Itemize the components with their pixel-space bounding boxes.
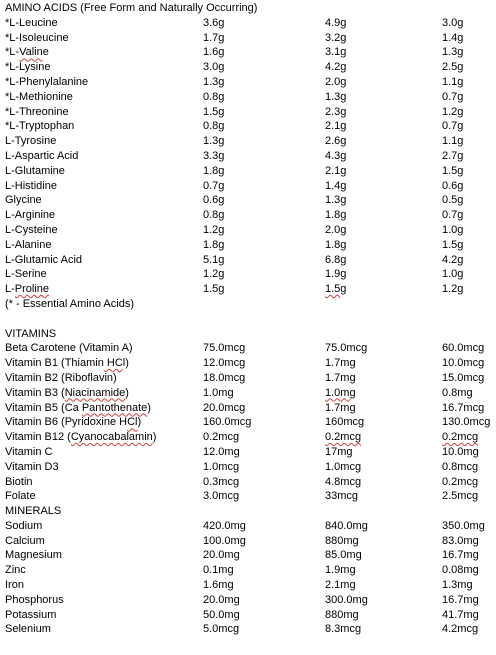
amount-col-1: 20.0mcg <box>203 401 246 414</box>
amount-col-1: 3.0mcg <box>203 490 240 503</box>
amount-col-1: 12.0mg <box>203 445 240 458</box>
amount-col-1: 100.0mg <box>203 534 246 547</box>
amount-col-1: 3.0g <box>203 61 225 74</box>
amount-col-3: 10.0mcg <box>442 357 485 370</box>
amount-col-1: 1.2g <box>203 268 225 281</box>
amount-col-2: 3.1g <box>325 46 347 59</box>
amino-acid-row <box>5 119 493 134</box>
amount-col-1: 18.0mcg <box>203 371 246 384</box>
amount-col-2: 1.3g <box>325 194 347 207</box>
nutrient-name: *L-Leucine <box>5 16 58 29</box>
amount-col-3: 2.5mcg <box>442 490 479 503</box>
nutrient-name: *L-Phenylalanine <box>5 75 89 88</box>
amino-acid-row <box>5 208 493 223</box>
amount-col-3: 130.0mcg <box>442 416 491 429</box>
nutrient-name: *L-Tryptophan <box>5 120 75 133</box>
nutrient-name: *L-Lysine <box>5 61 51 74</box>
amount-col-3: 16.7mg <box>442 593 479 606</box>
amount-col-1: 1.8g <box>203 238 225 251</box>
nutrient-name: *L-Isoleucine <box>5 31 69 44</box>
nutrient-name: Phosphorus <box>5 593 64 606</box>
amino-acid-row <box>5 134 493 149</box>
amount-col-1: 0.1mg <box>203 564 234 577</box>
amount-col-3: 350.0mg <box>442 519 485 532</box>
amount-col-2: 1.0mcg <box>325 460 362 473</box>
spellcheck-underline: Cyanocabalamin <box>70 431 153 444</box>
amount-col-2: 33mcg <box>325 490 359 503</box>
spellcheck-underline: Valin <box>19 46 43 59</box>
amount-col-1: 1.5g <box>203 105 225 118</box>
spellcheck-underline: 1.5 <box>325 283 341 296</box>
amount-col-2: 17mg <box>325 445 353 458</box>
vitamin-row <box>5 475 493 490</box>
amount-col-3: 0.7g <box>442 90 464 103</box>
amount-col-1: 3.6g <box>203 16 225 29</box>
amount-col-2: 4.8mcg <box>325 475 362 488</box>
amount-col-2: 1.7mg <box>325 401 356 414</box>
amount-col-1: 5.1g <box>203 253 225 266</box>
amount-col-2: 2.1g <box>325 164 347 177</box>
amino-acid-row <box>5 253 493 268</box>
amino-acid-row <box>5 179 493 194</box>
amount-col-2: 2.0g <box>325 75 347 88</box>
nutrient-name: L-Glutamine <box>5 164 65 177</box>
amount-col-1: 1.8g <box>203 164 225 177</box>
amino-acid-row <box>5 267 493 282</box>
amount-col-1: 0.7g <box>203 179 225 192</box>
nutrient-name: Vitamin B5 (Ca Pantothenate) <box>5 401 151 414</box>
amount-col-2: 2.3g <box>325 105 347 118</box>
minerals-header: MINERALS <box>5 505 62 518</box>
spellcheck-underline: Pantothenate <box>81 401 148 414</box>
nutrient-name: L-Cysteine <box>5 223 58 236</box>
amount-col-3: 4.2g <box>442 253 464 266</box>
amount-col-3: 0.8mg <box>442 386 473 399</box>
amount-col-2: 6.8g <box>325 253 347 266</box>
nutrient-name: Potassium <box>5 608 57 621</box>
amount-col-1: 75.0mcg <box>203 342 246 355</box>
nutrient-name: Vitamin B1 (Thiamin HCl) <box>5 357 129 370</box>
amount-col-2: 1.5g <box>325 283 347 296</box>
nutrient-name: Vitamin B3 (Niacinamide) <box>5 386 129 399</box>
amount-col-1: 160.0mcg <box>203 416 252 429</box>
nutrient-name: Beta Carotene (Vitamin A) <box>5 342 133 355</box>
amount-col-3: 3.0g <box>442 16 464 29</box>
amount-col-3: 1.1g <box>442 75 464 88</box>
vitamin-row <box>5 489 493 504</box>
vitamin-row <box>5 460 493 475</box>
amount-col-1: 420.0mg <box>203 519 246 532</box>
amount-col-3: 10.0mg <box>442 445 479 458</box>
amount-col-2: 1.8g <box>325 238 347 251</box>
amount-col-1: 1.5g <box>203 283 225 296</box>
amino-acid-row <box>5 60 493 75</box>
amount-col-1: 1.3g <box>203 135 225 148</box>
amount-col-3: 1.1g <box>442 135 464 148</box>
nutrient-name: Vitamin B2 (Riboflavin) <box>5 371 117 384</box>
nutrient-name: L-Arginine <box>5 209 56 222</box>
amount-col-3: 0.6g <box>442 179 464 192</box>
nutrient-name: Magnesium <box>5 549 62 562</box>
amount-col-2: 160mcg <box>325 416 365 429</box>
amount-col-1: 0.6g <box>203 194 225 207</box>
amino-acid-row <box>5 238 493 253</box>
nutrient-name: Vitamin D3 <box>5 460 59 473</box>
amino-acid-row <box>5 149 493 164</box>
mineral-row <box>5 534 493 549</box>
nutrient-name: Calcium <box>5 534 45 547</box>
amount-col-2: 4.3g <box>325 149 347 162</box>
amino-acid-row <box>5 193 493 208</box>
vitamin-row <box>5 415 493 430</box>
vitamins-table <box>5 341 493 504</box>
amount-col-1: 1.3g <box>203 75 225 88</box>
spellcheck-underline: 0.2mcg <box>442 431 479 444</box>
amount-col-3: 1.3g <box>442 46 464 59</box>
amount-col-2: 1.9mg <box>325 564 356 577</box>
nutrient-name: L-Tyrosine <box>5 135 57 148</box>
amino-acid-row <box>5 164 493 179</box>
amount-col-2: 1.7mg <box>325 371 356 384</box>
amino-acid-row <box>5 45 493 60</box>
vitamin-row <box>5 445 493 460</box>
spellcheck-underline: 1.0mg <box>325 386 356 399</box>
amount-col-2: 880mg <box>325 608 359 621</box>
amount-col-3: 1.4g <box>442 31 464 44</box>
amount-col-2: 2.1g <box>325 120 347 133</box>
nutrient-name: Vitamin B6 (Pyridoxine HCl) <box>5 416 142 429</box>
nutrient-name: Vitamin B12 (Cyanocabalamin) <box>5 431 157 444</box>
amount-col-3: 60.0mcg <box>442 342 485 355</box>
amount-col-3: 41.7mg <box>442 608 479 621</box>
nutrient-name: Selenium <box>5 623 51 636</box>
section-spacer <box>5 312 493 327</box>
amount-col-3: 1.0g <box>442 223 464 236</box>
vitamin-row <box>5 371 493 386</box>
nutrient-name: Folate <box>5 490 36 503</box>
amount-col-2: 3.2g <box>325 31 347 44</box>
amino-acid-row <box>5 90 493 105</box>
amount-col-3 <box>442 430 478 445</box>
amino-acid-row <box>5 31 493 46</box>
nutrient-name: Zinc <box>5 564 26 577</box>
amount-col-1: 5.0mcg <box>203 623 240 636</box>
amount-col-2: 1.8g <box>325 209 347 222</box>
nutrient-name: L-Glutamic Acid <box>5 253 83 266</box>
amino-acids-table <box>5 16 493 297</box>
amount-col-3: 0.7g <box>442 120 464 133</box>
minerals-table <box>5 519 493 637</box>
amount-col-1: 0.8g <box>203 90 225 103</box>
amino-acid-row <box>5 223 493 238</box>
vitamin-row <box>5 401 493 416</box>
amount-col-2: 2.0g <box>325 223 347 236</box>
amount-col-1: 50.0mg <box>203 608 240 621</box>
amount-col-2: 2.1mg <box>325 579 356 592</box>
amount-col-2: 840.0mg <box>325 519 368 532</box>
amount-col-3: 4.2mcg <box>442 623 479 636</box>
nutrient-name: L-Alanine <box>5 238 52 251</box>
nutrient-name: Iron <box>5 579 24 592</box>
vitamin-row <box>5 386 493 401</box>
amount-col-3: 83.0mg <box>442 534 479 547</box>
amount-col-3: 2.7g <box>442 149 464 162</box>
amount-col-3: 0.8mcg <box>442 460 479 473</box>
nutrient-name: L-Serine <box>5 268 47 281</box>
amount-col-1: 20.0mg <box>203 549 240 562</box>
spellcheck-underline: 0.2mcg <box>325 431 362 444</box>
nutrient-name: *L-Valine <box>5 46 49 59</box>
mineral-row <box>5 622 493 637</box>
nutrient-name: *L-Threonine <box>5 105 69 118</box>
amount-col-3: 1.2g <box>442 105 464 118</box>
mineral-row <box>5 519 493 534</box>
amount-col-2: 2.6g <box>325 135 347 148</box>
amount-col-2: 1.4g <box>325 179 347 192</box>
amount-col-3: 16.7mg <box>442 549 479 562</box>
amount-col-2: 300.0mg <box>325 593 368 606</box>
amount-col-3: 1.2g <box>442 283 464 296</box>
amount-col-1: 0.3mcg <box>203 475 240 488</box>
amount-col-2: 4.9g <box>325 16 347 29</box>
nutrition-document <box>5 1 493 637</box>
amount-col-2: 1.9g <box>325 268 347 281</box>
amount-col-1: 0.2mcg <box>203 431 240 444</box>
amino-acids-header: AMINO ACIDS (Free Form and Naturally Occurring) <box>5 2 258 14</box>
amount-col-1: 0.8g <box>203 120 225 133</box>
vitamin-row <box>5 430 493 445</box>
nutrient-name: L-Proline <box>5 283 50 296</box>
amount-col-2 <box>325 430 361 445</box>
amount-col-2: 75.0mcg <box>325 342 368 355</box>
amount-col-3: 2.5g <box>442 61 464 74</box>
amino-acid-row <box>5 75 493 90</box>
vitamin-row <box>5 341 493 356</box>
nutrient-name: L-Aspartic Acid <box>5 149 79 162</box>
amount-col-1: 0.8g <box>203 209 225 222</box>
vitamins-header: VITAMINS <box>5 327 57 340</box>
amount-col-3: 0.2mcg <box>442 475 479 488</box>
amount-col-3: 1.5g <box>442 238 464 251</box>
amount-col-2: 85.0mg <box>325 549 362 562</box>
amount-col-2: 8.3mcg <box>325 623 362 636</box>
amount-col-1: 1.6mg <box>203 579 234 592</box>
mineral-row <box>5 578 493 593</box>
amount-col-3: 16.7mcg <box>442 401 485 414</box>
amount-col-1: 1.2g <box>203 223 225 236</box>
spellcheck-underline: Proline <box>14 283 50 296</box>
amount-col-1: 1.7g <box>203 31 225 44</box>
mineral-row <box>5 548 493 563</box>
nutrient-name: Sodium <box>5 519 43 532</box>
mineral-row <box>5 563 493 578</box>
amino-acid-row <box>5 16 493 31</box>
mineral-row <box>5 608 493 623</box>
spellcheck-underline: HC <box>103 357 123 370</box>
amount-col-2: 880mg <box>325 534 359 547</box>
nutrient-name: Glycine <box>5 194 42 207</box>
amount-col-2: 1.3g <box>325 90 347 103</box>
nutrient-name: Biotin <box>5 475 33 488</box>
spellcheck-underline: Niacinamide <box>64 386 126 399</box>
amount-col-3: 0.08mg <box>442 564 479 577</box>
amount-col-3: 0.7g <box>442 209 464 222</box>
amino-acid-row <box>5 282 493 297</box>
nutrient-name: Vitamin C <box>5 445 53 458</box>
vitamin-row <box>5 356 493 371</box>
amount-col-3: 1.3mg <box>442 579 473 592</box>
spellcheck-underline: Cl <box>127 416 138 429</box>
nutrient-name: L-Histidine <box>5 179 57 192</box>
amount-col-1: 1.6g <box>203 46 225 59</box>
amount-col-2: 4.2g <box>325 61 347 74</box>
amount-col-1: 3.3g <box>203 149 225 162</box>
amount-col-3: 0.5g <box>442 194 464 207</box>
amount-col-3: 15.0mcg <box>442 371 485 384</box>
amount-col-1: 20.0mg <box>203 593 240 606</box>
essential-amino-note: (* - Essential Amino Acids) <box>5 297 134 310</box>
amount-col-1: 12.0mcg <box>203 357 246 370</box>
amount-col-1: 1.0mcg <box>203 460 240 473</box>
nutrient-name: *L-Methionine <box>5 90 73 103</box>
amount-col-3: 1.5g <box>442 164 464 177</box>
amount-col-2: 1.7mg <box>325 357 356 370</box>
amount-col-3: 1.0g <box>442 268 464 281</box>
amount-col-2 <box>325 386 356 401</box>
amount-col-1: 1.0mg <box>203 386 234 399</box>
amino-acid-row <box>5 105 493 120</box>
mineral-row <box>5 593 493 608</box>
